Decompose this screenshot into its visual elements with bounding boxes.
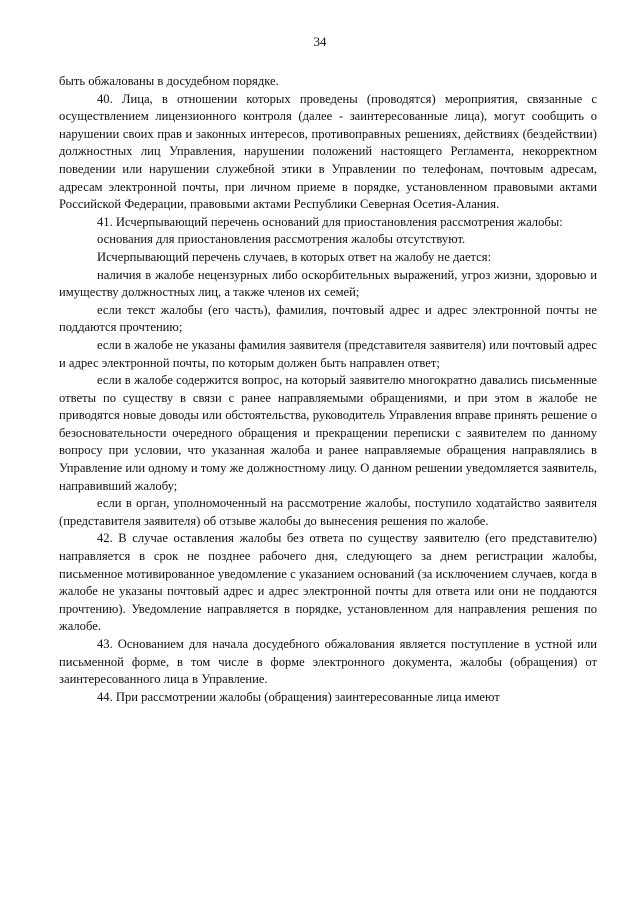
document-body xyxy=(59,73,597,706)
paragraph-42: 42. В случае оставления жалобы без ответа по существу заявителю (его представителю) направляется в срок не позднее рабочего дня, следующего за днем регистрации жалобы, письменное мотивированное уведомление с указанием оснований (за исключением случаев, когда в жалобе не указаны почтовый адрес и адрес электронной почты для ответа или они не поддаются прочтению). Уведомление направляется в порядке, установленном для направления решения по жалобе. xyxy=(59,531,597,634)
list-item-repeated-question: если в жалобе содержится вопрос, на который заявителю многократно давались письменные ответы по существу в связи с ранее направляемыми обращениями, и при этом в жалобе не приводятся новые доводы или обстоятельства, руководитель Управления вправе принять решение о безосновательности очередного обращения и прекращении переписки с заявителем по данному вопросу при условии, что указанная жалоба и ранее направляемые обращения направлялись в Управление или одному и тому же должностному лицу. О данном решении уведомляется заявитель, направивший жалобу; xyxy=(59,373,597,493)
list-item-obscene-language: наличия в жалобе нецензурных либо оскорбительных выражений, угроз жизни, здоровью и имуществу должностных лиц, а также членов их семей; xyxy=(59,267,597,300)
paragraph-41-no-answer-list: Исчерпывающий перечень случаев, в которых ответ на жалобу не дается: xyxy=(97,249,492,264)
page-number: 34 xyxy=(313,34,327,49)
list-item-withdrawal-request: если в орган, уполномоченный на рассмотрение жалобы, поступило ходатайство заявителя (представителя заявителя) об отзыве жалобы до вынесения решения по жалобе. xyxy=(59,496,597,528)
paragraph-continuation: быть обжалованы в досудебном порядке. xyxy=(59,74,279,88)
paragraph-40: 40. Лица, в отношении которых проведены (проводятся) мероприятия, связанные с осуществлением лицензионного контроля (далее - заинтересованные лица), могут сообщить о нарушении своих прав и законных интересов, противоправных решениях, действиях (бездействии) должностных лиц Управления, нарушении положений настоящего Регламента, некорректном поведении или нарушении служебной этики в Управлении по телефонам, почтовым адресам, адресам электронной почты, при личном приеме в порядке, установленном правовыми актами Российской Федерации, правовыми актами Республики Северная Осетия-Алания. xyxy=(59,91,597,212)
paragraph-41-suspension-grounds: основания для приостановления рассмотрения жалобы отсутствуют. xyxy=(97,232,466,247)
list-item-unreadable-text: если текст жалобы (его часть), фамилия, почтовый адрес и адрес электронной почты не поддаются прочтению; xyxy=(59,302,597,335)
list-item-missing-name-address: если в жалобе не указаны фамилия заявителя (представителя заявителя) или почтовый адрес и адрес электронной почты, по которым должен быть направлен ответ; xyxy=(59,337,597,370)
paragraph-41: 41. Исчерпывающий перечень оснований для приостановления рассмотрения жалобы: xyxy=(97,214,563,229)
paragraph-44: 44. При рассмотрении жалобы (обращения) заинтересованные лица имеют xyxy=(97,689,500,704)
paragraph-43: 43. Основанием для начала досудебного обжалования является поступление в устной или письменной форме, в том числе в форме электронного документа, жалобы (обращения) от заинтересованного лица в Управление. xyxy=(59,637,597,687)
